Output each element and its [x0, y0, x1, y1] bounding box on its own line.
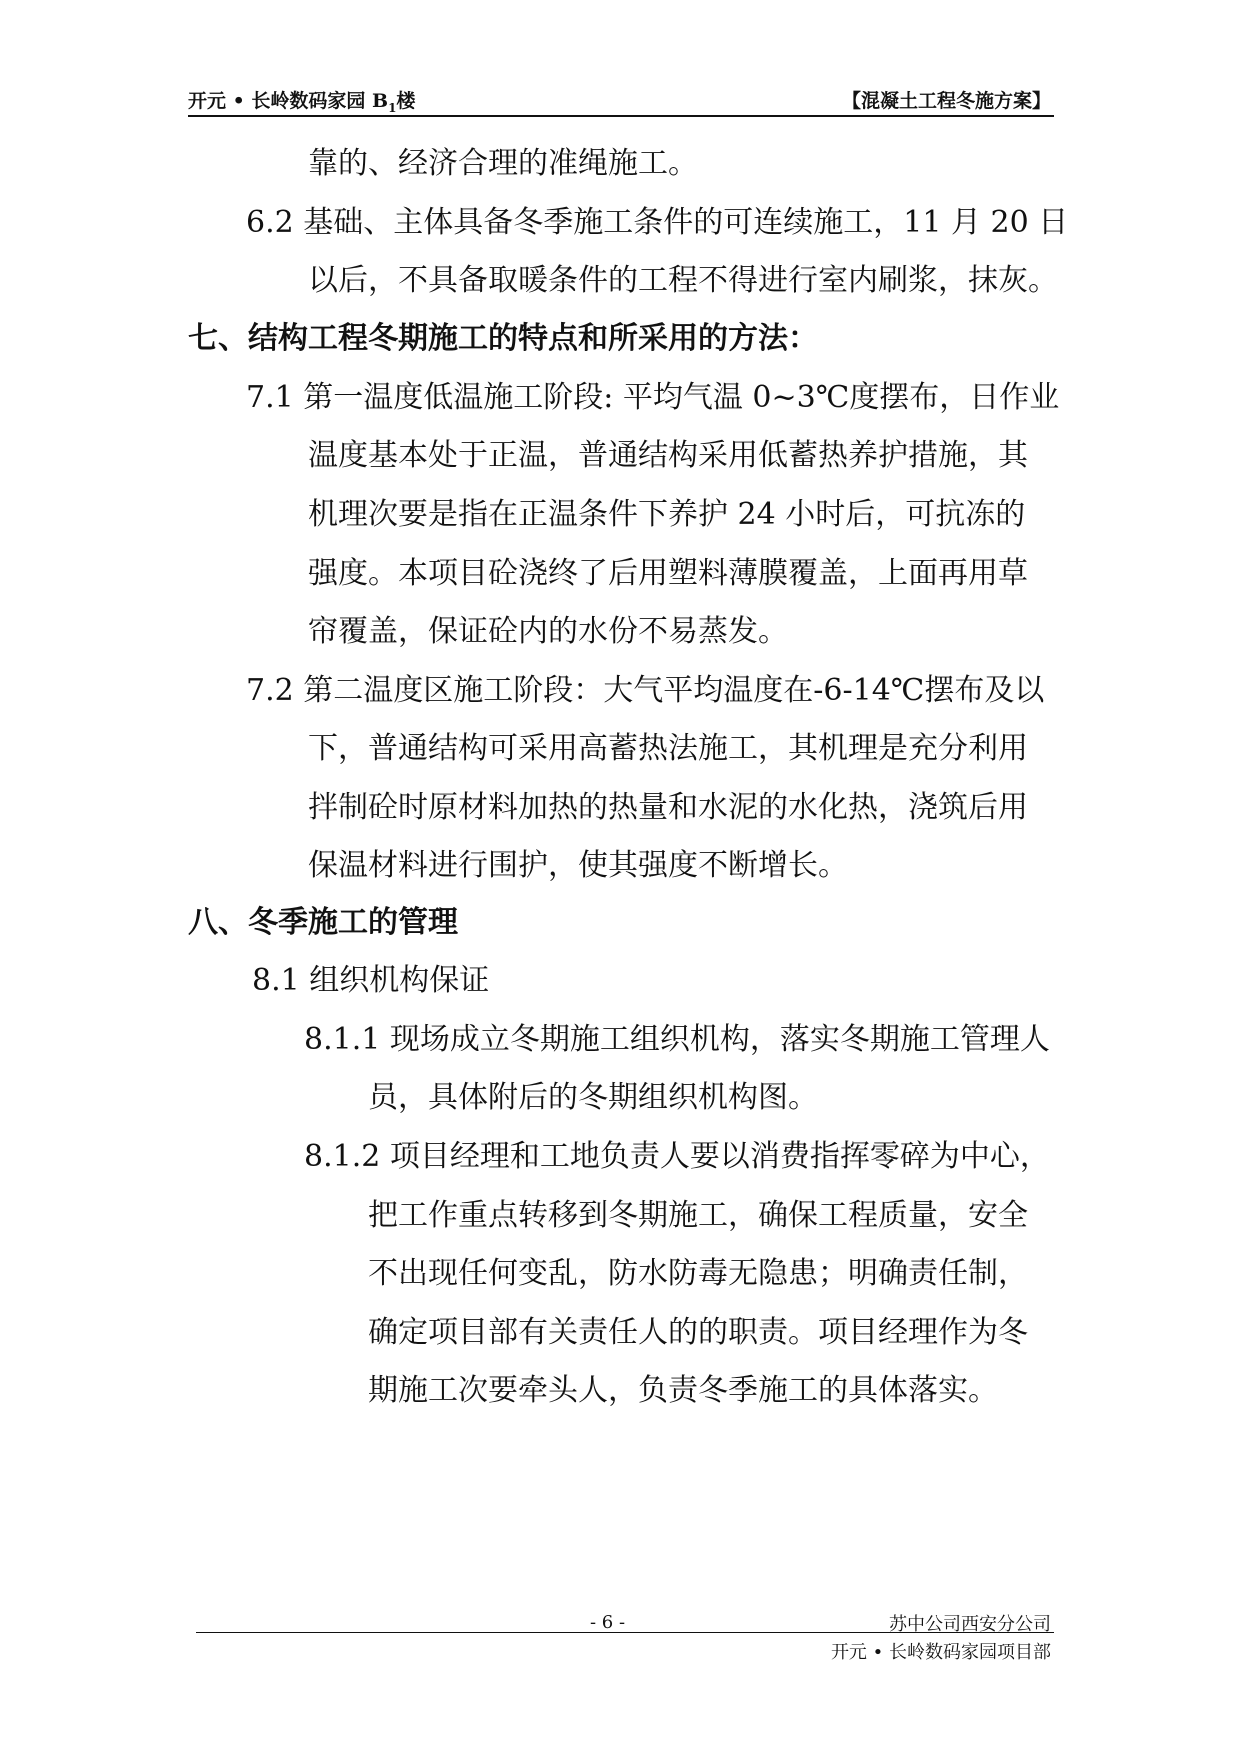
- clause-8-1-2: 8.1.2 项目经理和工地负责人要以消费指挥零碎为中心，: [304, 1139, 1050, 1174]
- paragraph-line: 不出现任何变乱，防水防毒无隐患；明确责任制，: [368, 1256, 1028, 1291]
- header-project-title: [188, 86, 415, 115]
- header-title-text: 开元 • 长岭数码家园 B: [188, 90, 389, 112]
- section-heading-8: 八、冬季施工的管理: [188, 905, 458, 940]
- header-title-subscript: 1: [388, 100, 397, 115]
- clause-8-1-1: 8.1.1 现场成立冬期施工组织机构，落实冬期施工管理人: [304, 1022, 1050, 1057]
- page-number: - 6 -: [590, 1612, 626, 1633]
- footer-company: 苏中公司西安分公司: [889, 1614, 1051, 1635]
- clause-6-2: 6.2 基础、主体具备冬季施工条件的可连续施工，11 月 20 日: [246, 205, 1069, 240]
- footer-divider: [196, 1632, 1054, 1633]
- paragraph-line: 员，具体附后的冬期组织机构图。: [368, 1080, 818, 1115]
- paragraph-line: 以后，不具备取暖条件的工程不得进行室内刷浆，抹灰。: [308, 263, 1058, 298]
- paragraph-line: 把工作重点转移到冬期施工，确保工程质量，安全: [368, 1198, 1028, 1233]
- paragraph-line: 保温材料进行围护，使其强度不断增长。: [308, 848, 848, 883]
- paragraph-line: 拌制砼时原材料加热的热量和水泥的水化热，浇筑后用: [308, 790, 1028, 825]
- paragraph-line: 强度。本项目砼浇终了后用塑料薄膜覆盖，上面再用草: [308, 556, 1028, 591]
- paragraph-line: 机理次要是指在正温条件下养护 24 小时后，可抗冻的: [308, 497, 1026, 532]
- paragraph-line: 期施工次要牵头人，负责冬季施工的具体落实。: [368, 1373, 998, 1408]
- clause-7-2: 7.2 第二温度区施工阶段：大气平均温度在-6-14℃摆布及以: [246, 673, 1045, 708]
- paragraph-line: 靠的、经济合理的准绳施工。: [308, 146, 698, 181]
- clause-8-1: 8.1 组织机构保证: [252, 963, 490, 998]
- paragraph-line: 温度基本处于正温，普通结构采用低蓄热养护措施，其: [308, 438, 1028, 473]
- header-title-suffix: 楼: [396, 90, 416, 112]
- footer-project-dept: 开元 • 长岭数码家园项目部: [830, 1642, 1051, 1663]
- paragraph-line: 帘覆盖，保证砼内的水份不易蒸发。: [308, 614, 788, 649]
- paragraph-line: 确定项目部有关责任人的的职责。项目经理作为冬: [368, 1315, 1028, 1350]
- header-divider: [188, 115, 1054, 117]
- header-document-title: 【混凝土工程冬施方案】: [841, 90, 1051, 112]
- section-heading-7: 七、结构工程冬期施工的特点和所采用的方法：: [188, 321, 818, 356]
- clause-7-1: 7.1 第一温度低温施工阶段: 平均气温 0~3℃度摆布，日作业: [246, 380, 1060, 415]
- paragraph-line: 下，普通结构可采用高蓄热法施工，其机理是充分利用: [308, 731, 1028, 766]
